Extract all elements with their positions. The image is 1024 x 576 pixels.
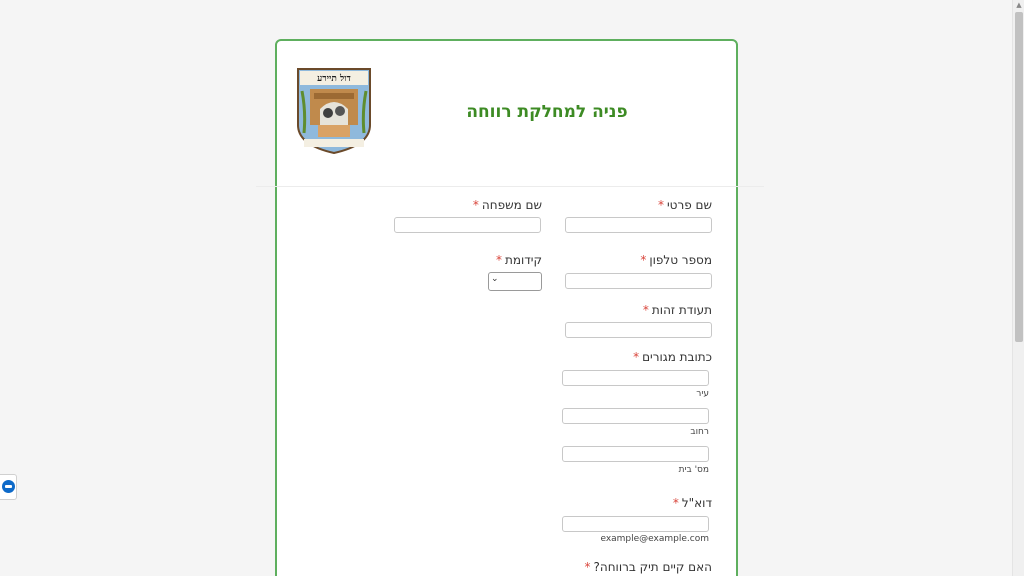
house-number-sublabel: מס' בית [678,465,709,475]
id-number-label: תעודת זהות* [642,303,712,317]
chevron-down-icon: ⌄ [491,274,499,284]
city-input[interactable] [562,370,709,386]
page-scrollbar[interactable] [1012,0,1024,576]
teamviewer-icon [2,480,15,493]
scrollbar-thumb[interactable] [1015,12,1023,342]
city-sublabel: עיר [696,389,709,399]
id-number-input[interactable] [565,322,712,338]
phone-input[interactable] [565,273,712,289]
prefix-label: קידומת* [495,253,542,267]
logo-lettering: דול תיירע [317,74,351,84]
first-name-input[interactable] [565,217,712,233]
first-name-label: שם פרטי* [657,198,712,212]
street-input[interactable] [562,408,709,424]
last-name-label: שם משפחה* [472,198,542,212]
header-divider [256,186,764,187]
lod-municipality-logo [296,67,372,155]
email-hint: example@example.com [600,534,709,544]
form-title: פניה למחלקת רווחה [466,102,628,122]
house-number-input[interactable] [562,446,709,462]
welfare-file-question-label: האם קיים תיק ברווחה?* [584,560,712,574]
remote-support-widget[interactable] [0,474,17,500]
street-sublabel: רחוב [690,427,709,437]
prefix-select[interactable] [488,272,542,291]
email-label: דוא"ל* [672,496,712,510]
email-input[interactable] [562,516,709,532]
scroll-up-icon[interactable]: ▲ [1016,1,1022,9]
address-label: כתובת מגורים* [633,350,712,364]
last-name-input[interactable] [394,217,541,233]
phone-label: מספר טלפון* [640,253,712,267]
